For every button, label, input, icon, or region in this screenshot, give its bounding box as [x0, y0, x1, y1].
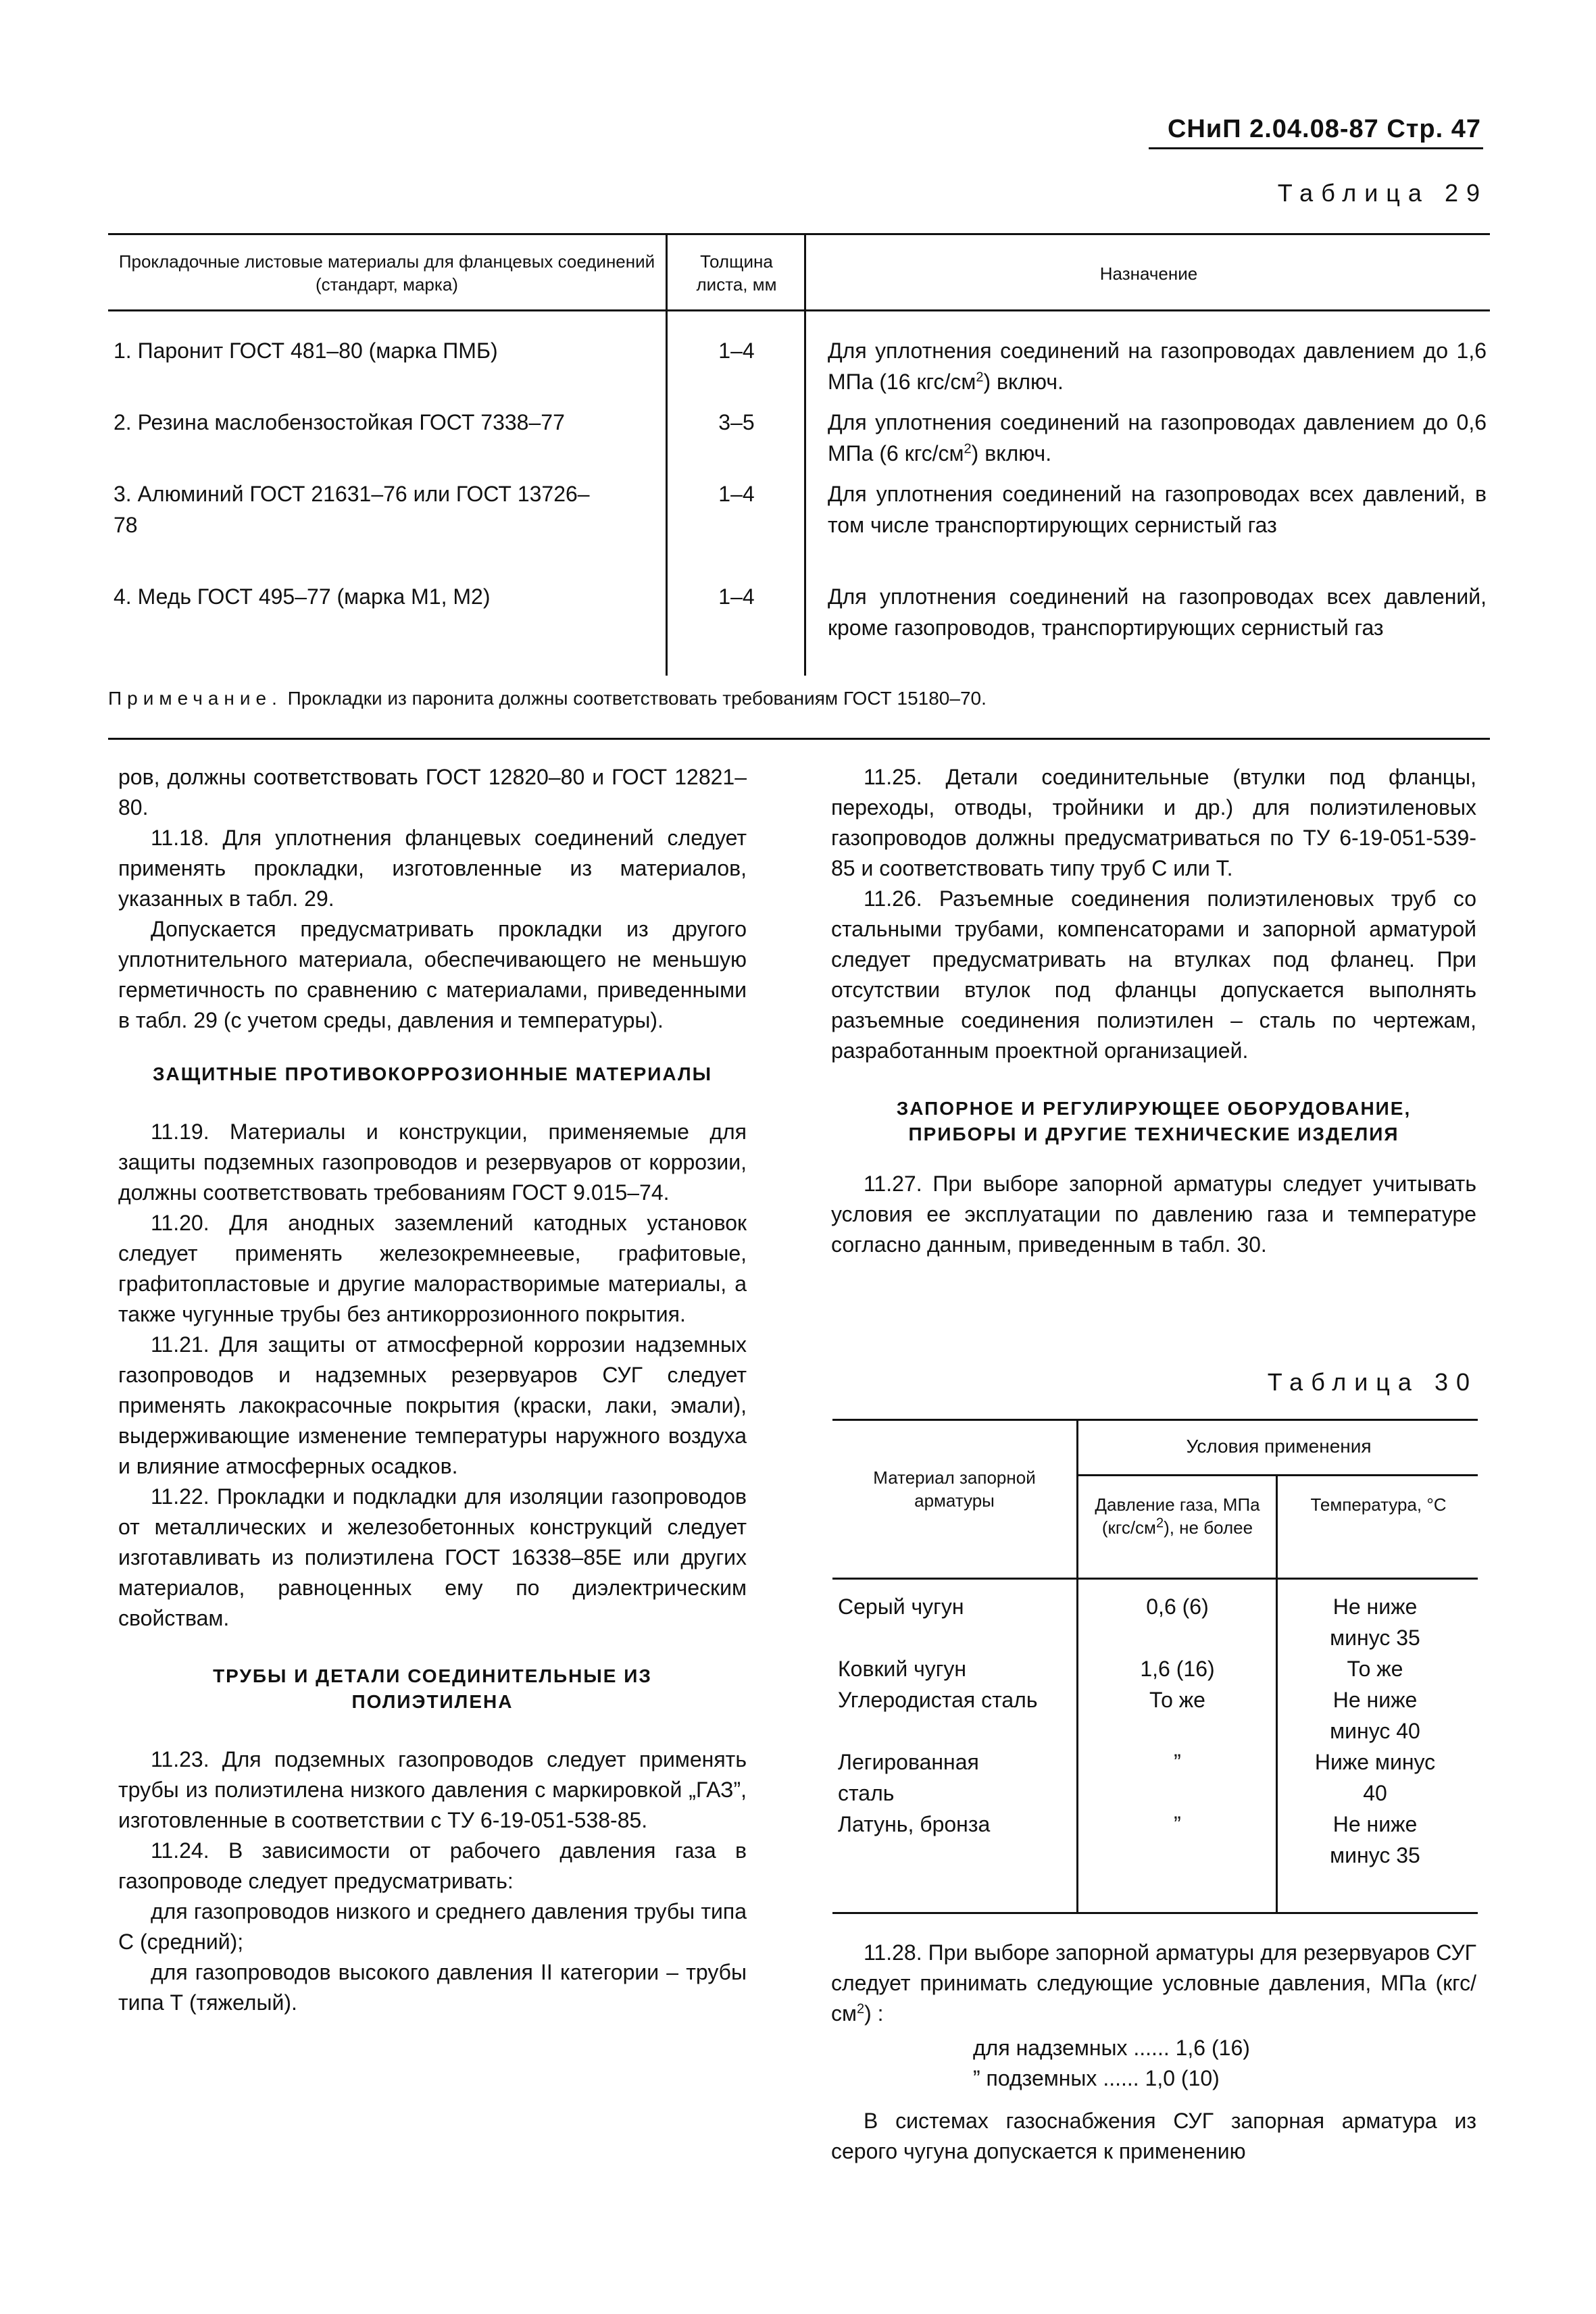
left-p4: 11.19. Материалы и конструкции, применяемые для защиты подземных газопроводов и резервуаров от коррозии, должны соответствовать требованиям ГОСТ 9.015–74. [118, 1120, 747, 1205]
table30-row2-material: Ковкий чугун [838, 1657, 967, 1681]
table29-note [108, 688, 987, 709]
left-column [118, 762, 747, 2018]
table30-row3-temp: Не ниже минус 40 [1330, 1688, 1420, 1743]
table29-row4-thickness: 1–4 [718, 584, 755, 609]
table30-row4-material: Легированная сталь [838, 1750, 979, 1805]
table30-row4-temp: Ниже минус 40 [1314, 1750, 1436, 1805]
table30-header-rule [832, 1578, 1478, 1580]
right-list2: ” подземных ...... 1,0 (10) [973, 2066, 1220, 2090]
table29-row3-material: 3. Алюминий ГОСТ 21631–76 или ГОСТ 13726–78 [114, 482, 590, 537]
table30-col-pressure: Давление газа, МПа $(кгс/см^2)$, не более [1095, 1494, 1260, 1538]
table29-caption: Таблица 29 [1277, 179, 1488, 207]
table30-row1-temp: Не ниже минус 35 [1330, 1594, 1420, 1650]
table30-bottom-rule [832, 1912, 1478, 1914]
table29-row2-material: 2. Резина маслобензостойкая ГОСТ 7338–77 [114, 410, 565, 434]
table30-top-rule [832, 1419, 1478, 1421]
right-p2: 11.26. Разъемные соединения полиэтиленовых труб со стальными трубами, компенсаторами и запорной арматурой следует предусматривать на втулках под фланец. При отсутствии втулок под фланцы допускается выполнять разъемные соединения полиэтилен – сталь по чертежам, разработанным проектной организацией. [831, 886, 1476, 1063]
right-p4: 11.28. При выборе запорной арматуры для резервуаров СУГ следует принимать следующие условные давления, МПа $(кгс/см^2)$ : [831, 1940, 1476, 2026]
table30-divider-1 [1076, 1419, 1078, 1912]
table29-row4-purpose: Для уплотнения соединений на газопроводах всех давлений, кроме газопроводов, транспортирующих сернистый газ [828, 584, 1487, 640]
table29-col-thickness: Толщина листа, мм [696, 251, 777, 295]
left-p2: 11.18. Для уплотнения фланцевых соединений следует применять прокладки, изготовленные из материалов, указанных в табл. 29. [118, 826, 747, 911]
left-p10: для газопроводов низкого и среднего давления трубы типа С (средний); [118, 1899, 747, 1954]
left-section-anticorrosion: ЗАЩИТНЫЕ ПРОТИВОКОРРОЗИОННЫЕ МАТЕРИАЛЫ [152, 1063, 713, 1084]
left-p6: 11.21. Для защиты от атмосферной коррозии надземных газопроводов и надземных резервуаров СУГ следует применять лакокрасочные покрытия (краски, лаки, эмали), выдерживающие изменение температуры наружного воздуха и влияние атмосферных осадков. [118, 1332, 747, 1478]
table29-row3-purpose: Для уплотнения соединений на газопроводах всех давлений, в том числе транспортирующих сернистый газ [828, 482, 1487, 537]
table30-row2-temp: То же [1347, 1657, 1403, 1681]
table29-col-purpose: Назначение [1099, 263, 1198, 284]
right-p3: 11.27. При выборе запорной арматуры следует учитывать условия ее эксплуатации по давлению газа и температуре согласно данным, приведенным в табл. 30. [831, 1172, 1476, 1257]
table29-row1-thickness: 1–4 [718, 338, 755, 363]
right-column-bottom [831, 1938, 1476, 2167]
table29-col-material: Прокладочные листовые материалы для фланцевых соединений (стандарт, марка) [118, 251, 655, 295]
left-p1: ров, должны соответствовать ГОСТ 12820–80 и ГОСТ 12821–80. [118, 765, 747, 820]
table30-col-material: Материал запорной арматуры [873, 1467, 1036, 1511]
right-list1: для надземных ...... 1,6 (16) [973, 2036, 1250, 2060]
table30-row1-pressure: 0,6 (6) [1146, 1594, 1209, 1619]
table30-row2-pressure: 1,6 (16) [1140, 1657, 1215, 1681]
table30-row3-material: Углеродистая сталь [838, 1688, 1038, 1712]
left-section-polyethylene: ТРУБЫ И ДЕТАЛИ СОЕДИНИТЕЛЬНЫЕ ИЗ ПОЛИЭТИЛЕНА [213, 1665, 652, 1712]
table30-row3-pressure: То же [1149, 1688, 1205, 1712]
table30-row5-temp: Не ниже минус 35 [1330, 1812, 1420, 1867]
left-p5: 11.20. Для анодных заземлений катодных установок следует применять железокремнеевые, графитовые, графитопластовые и другие малорастворимые материалы, а также чугунные трубы без антикоррозионного покрытия. [118, 1211, 747, 1326]
table29-divider-1 [666, 233, 668, 676]
table30-row4-pressure: ” [1174, 1750, 1181, 1774]
table29-divider-2 [804, 233, 806, 676]
table29-bottom-rule [108, 738, 1490, 740]
table30-col-group: Условия применения [1186, 1436, 1372, 1457]
table30-divider-2 [1276, 1474, 1278, 1912]
left-p11: для газопроводов высокого давления II категории – трубы типа Т (тяжелый). [118, 1960, 747, 2015]
table29-note-text: Прокладки из паронита должны соответствовать требованиям ГОСТ 15180–70. [287, 688, 987, 709]
page-header: СНиП 2.04.08-87 Стр. 47 [1167, 115, 1481, 143]
table30-row5-material: Латунь, бронза [838, 1812, 991, 1836]
left-p9: 11.24. В зависимости от рабочего давления газа в газопроводе следует предусматривать: [118, 1838, 747, 1893]
table29-note-label: Примечание. [108, 688, 282, 709]
left-p3: Допускается предусматривать прокладки из другого уплотнительного материала, обеспечивающего не меньшую герметичность по сравнению с материалами, приведенными в табл. 29 (с учетом среды, давления и температуры). [118, 917, 747, 1032]
table29-row1-purpose: Для уплотнения соединений на газопроводах давлением до 1,6 МПа (16 кгс/$см^2$) включ. [828, 338, 1487, 394]
table29-row2-thickness: 3–5 [718, 410, 755, 434]
table30-row5-pressure: ” [1174, 1812, 1181, 1836]
table29-row1-material: 1. Паронит ГОСТ 481–80 (марка ПМБ) [114, 338, 498, 363]
right-p5: В системах газоснабжения СУГ запорная арматура из серого чугуна допускается к применению [831, 2109, 1476, 2163]
left-p7: 11.22. Прокладки и подкладки для изоляции газопроводов от металлических и железобетонных конструкций следует изготавливать из полиэтилена ГОСТ 16338–85Е или других материалов, равноценных ему по диэлектрическим свойствам. [118, 1484, 747, 1630]
table30-group-rule [1078, 1474, 1478, 1476]
table29-header-rule [108, 309, 1490, 311]
right-column-top [831, 762, 1476, 1260]
right-p1: 11.25. Детали соединительные (втулки под фланцы, переходы, отводы, тройники и др.) для полиэтиленовых газопроводов должны предусматриваться по ТУ 6-19-051-539-85 и соответствовать типу труб С или Т. [831, 765, 1476, 880]
header-underline [1149, 147, 1483, 149]
right-section-valves: ЗАПОРНОЕ И РЕГУЛИРУЮЩЕЕ ОБОРУДОВАНИЕ, ПРИБОРЫ И ДРУГИЕ ТЕХНИЧЕСКИЕ ИЗДЕЛИЯ [896, 1098, 1412, 1145]
table30-caption: Таблица 30 [1267, 1368, 1478, 1396]
table30-col-temp: Температура, °С [1310, 1494, 1447, 1515]
left-p8: 11.23. Для подземных газопроводов следует применять трубы из полиэтилена низкого давления с маркировкой „ГАЗ”, изготовленные в соответствии с ТУ 6-19-051-538-85. [118, 1747, 747, 1832]
table29-top-rule [108, 233, 1490, 235]
table29-row2-purpose: Для уплотнения соединений на газопроводах давлением до 0,6 МПа (6 кгс/$см^2$) включ. [828, 410, 1487, 466]
table30-row1-material: Серый чугун [838, 1594, 964, 1619]
table29-row4-material: 4. Медь ГОСТ 495–77 (марка М1, М2) [114, 584, 491, 609]
table29-row3-thickness: 1–4 [718, 482, 755, 506]
